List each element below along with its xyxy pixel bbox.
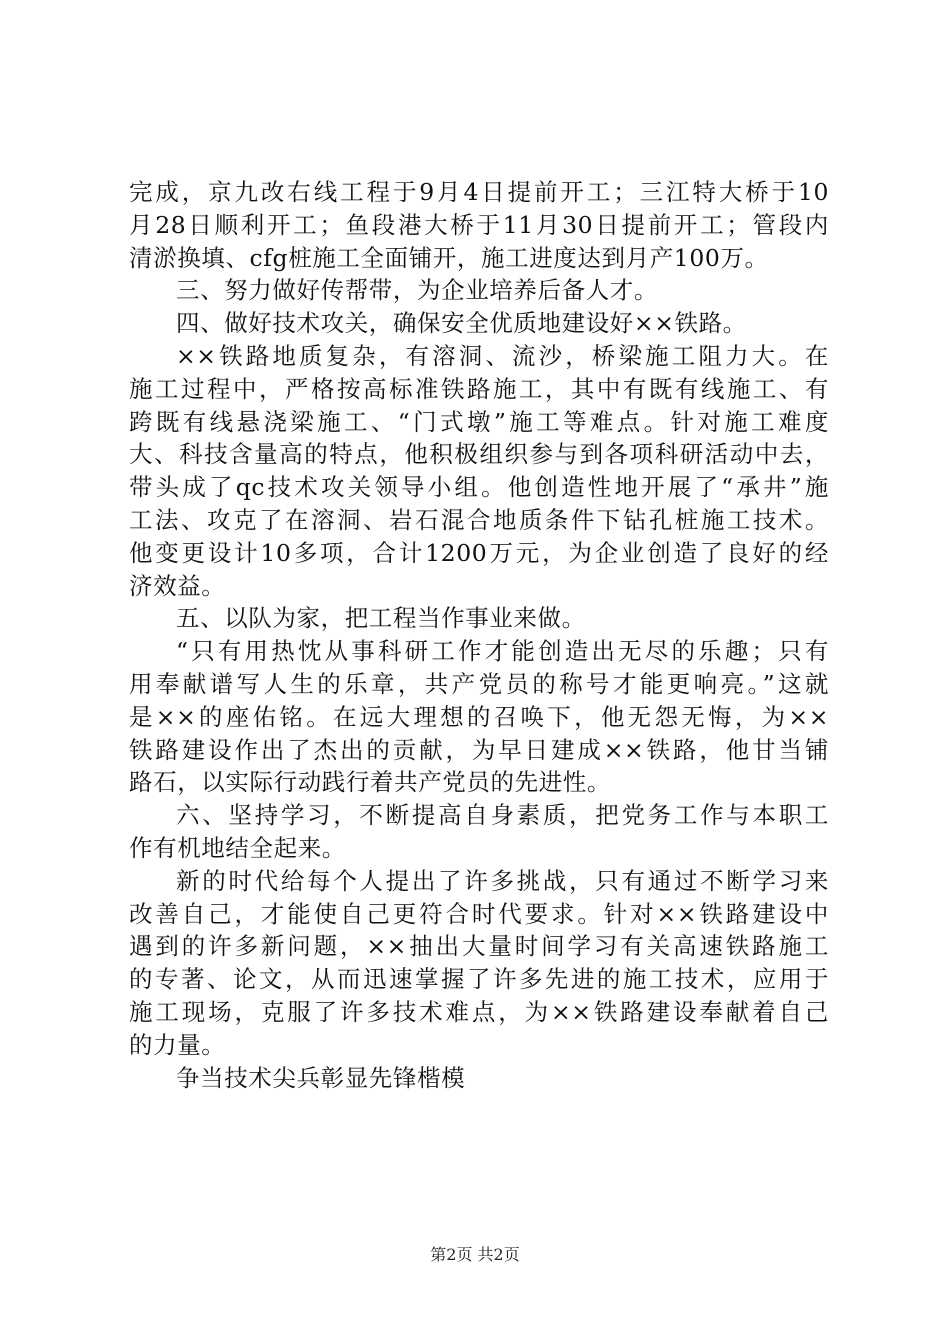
text-line: 四、做好技术攻关，确保安全优质地建设好××铁路。 <box>176 309 747 338</box>
text-line: 月28日顺利开工；鱼段港大桥于11月30日提前开工；管段内 <box>129 210 829 239</box>
text-line: 六、坚持学习，不断提高自身素质，把党务工作与本职工 <box>176 801 829 830</box>
text-line: 跨既有线悬浇梁施工、“门式墩”施工等难点。针对施工难度 <box>129 407 829 436</box>
text-line: “只有用热忱从事科研工作才能创造出无尽的乐趣；只有 <box>176 637 829 666</box>
text-line: 带头成了qc技术攻关领导小组。他创造性地开展了“承井”施 <box>129 473 829 502</box>
text-line: 的专著、论文，从而迅速掌握了许多先进的施工技术，应用于 <box>129 965 829 994</box>
text-line: 施工过程中，严格按高标准铁路施工，其中有既有线施工、有 <box>129 374 829 403</box>
text-line: 济效益。 <box>129 571 226 600</box>
text-line: 新的时代给每个人提出了许多挑战，只有通过不断学习来 <box>176 866 829 895</box>
page-footer: 第2页 共2页 <box>430 1245 520 1264</box>
text-line: 铁路建设作出了杰出的贡献，为早日建成××铁路，他甘当铺 <box>129 735 829 764</box>
body-text <box>129 176 829 1094</box>
text-line: 他变更设计10多项，合计1200万元，为企业创造了良好的经 <box>129 538 829 567</box>
text-line: 作有机地结全起来。 <box>129 833 346 862</box>
text-line: 清淤换填、cfg桩施工全面铺开，施工进度达到月产100万。 <box>129 243 769 272</box>
text-line: 大、科技含量高的特点，他积极组织参与到各项科研活动中去， <box>129 440 829 469</box>
text-line: 用奉献谱写人生的乐章，共产党员的称号才能更响亮。”这就 <box>129 669 829 698</box>
text-line: 工法、攻克了在溶洞、岩石混合地质条件下钻孔桩施工技术。 <box>129 505 829 534</box>
text-line: 三、努力做好传帮带，为企业培养后备人才。 <box>176 276 658 305</box>
text-line: 争当技术尖兵彰显先锋楷模 <box>176 1063 466 1092</box>
text-line: 施工现场，克服了许多技术难点，为××铁路建设奉献着自己 <box>129 997 829 1026</box>
text-line: 的力量。 <box>129 1030 226 1059</box>
text-line: 改善自己，才能使自己更符合时代要求。针对××铁路建设中 <box>129 899 829 928</box>
text-line: 完成，京九改右线工程于9月4日提前开工；三江特大桥于10 <box>129 178 829 206</box>
text-line: 是××的座佑铭。在远大理想的召唤下，他无怨无悔，为×× <box>129 702 829 731</box>
text-line: ××铁路地质复杂，有溶洞、流沙，桥梁施工阻力大。在 <box>176 341 829 370</box>
text-line: 遇到的许多新问题，××抽出大量时间学习有关高速铁路施工 <box>129 932 829 961</box>
text-line: 五、以队为家，把工程当作事业来做。 <box>176 604 586 633</box>
text-line: 路石，以实际行动践行着共产党员的先进性。 <box>129 768 611 797</box>
